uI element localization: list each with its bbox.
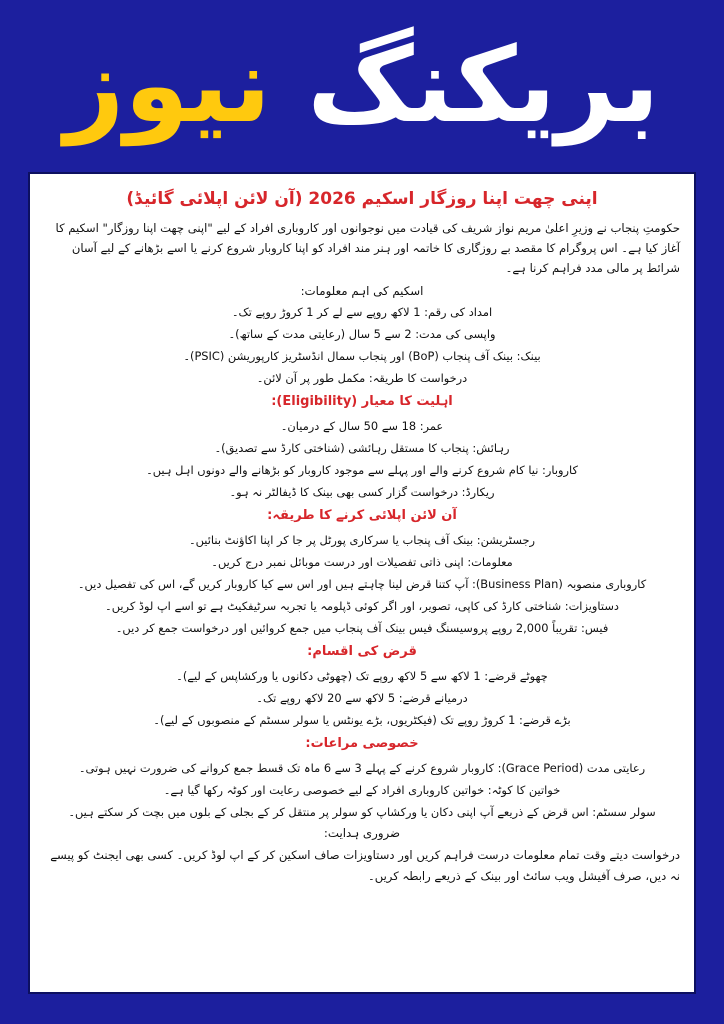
headline-word-breaking: بریکنگ [307,24,660,146]
key-info-item: واپسی کی مدت: 2 سے 5 سال (رعایتی مدت کے ساتھ)۔ [228,327,496,341]
headline [0,20,724,150]
article-card [28,172,696,994]
eligibility-heading: اہلیت کا معیار (Eligibility): [271,394,453,409]
loan-type-item: درمیانے قرضے: 5 لاکھ سے 20 لاکھ روپے تک۔ [256,691,468,705]
special-item: سولر سسٹم: اس قرض کے ذریعے آپ اپنی دکان یا ورکشاپ کو سولر پر منتقل کر کے بجلی کے بلوں میں بچت کر سکتے ہیں۔ [68,805,656,819]
special-heading: خصوصی مراعات: [305,736,419,751]
headline-word-news: نیوز [64,24,272,146]
key-info-label: اسکیم کی اہم معلومات: [300,284,424,298]
key-info-item: درخواست کا طریقہ: مکمل طور پر آن لائن۔ [256,371,468,385]
apply-step: رجسٹریشن: بینک آف پنجاب یا سرکاری پورٹل پر جا کر اپنا اکاؤنٹ بنائیں۔ [188,533,536,547]
special-item: خواتین کا کوٹہ: خواتین کاروباری افراد کے لیے خصوصی رعایت اور کوٹہ رکھا گیا ہے۔ [163,783,561,797]
banner-header [0,0,724,170]
eligibility-item: ریکارڈ: درخواست گزار کسی بھی بینک کا ڈیفالٹر نہ ہو۔ [229,485,495,499]
apply-heading: آن لائن اپلائی کرنے کا طریقہ: [267,508,457,523]
special-item: رعایتی مدت (Grace Period): کاروبار شروع کرنے کے پہلے 3 سے 6 ماہ تک قسط جمع کروانے کی ضرورت نہیں ہوتی۔ [78,761,646,775]
eligibility-item: رہائش: پنجاب کا مستقل رہائشی (شناختی کارڈ سے تصدیق)۔ [214,441,510,455]
loan-type-item: چھوٹے قرضے: 1 لاکھ سے 5 لاکھ روپے تک (چھوٹی دکانوں یا ورکشاپس کے لیے)۔ [176,669,548,683]
article-title: اپنی چھت اپنا روزگار اسکیم 2026 (آن لائن اپلائی گائیڈ) [126,189,598,209]
loan-type-item: بڑے قرضے: 1 کروڑ روپے تک (فیکٹریوں، بڑے یونٹس یا سولر سسٹم کے منصوبوں کے لیے)۔ [153,713,571,727]
eligibility-item: کاروبار: نیا کام شروع کرنے والے اور پہلے سے موجود کاروبار کو بڑھانے والے دونوں اہل ہیں۔ [146,463,578,477]
apply-step: فیس: تقریباً 2,000 روپے پروسیسنگ فیس بینک آف پنجاب میں جمع کروائیں اور درخواست جمع کر دیں۔ [115,621,609,635]
key-info-item: بینک: بینک آف پنجاب (BoP) اور پنجاب سمال انڈسٹریز کارپوریشن (PSIC)۔ [183,349,541,363]
apply-step: کاروباری منصوبہ (Business Plan): آپ کتنا قرض لینا چاہتے ہیں اور اس سے کیا کاروبار کریں گے، اس کی تفصیل دیں۔ [77,577,647,591]
key-info-item: امداد کی رقم: 1 لاکھ روپے سے لے کر 1 کروڑ روپے تک۔ [231,305,493,319]
notice-label: ضروری ہدایت: [323,826,401,840]
apply-step: معلومات: اپنی ذاتی تفصیلات اور درست موبائل نمبر درج کریں۔ [211,555,513,569]
eligibility-item: عمر: 18 سے 50 سال کے درمیان۔ [280,419,444,433]
apply-step: دستاویزات: شناختی کارڈ کی کاپی، تصویر، اور اگر کوئی ڈپلومہ یا تجربہ سرٹیفکیٹ ہے تو اسے اپ لوڈ کریں۔ [105,599,619,613]
notice-paragraph: درخواست دیتے وقت تمام معلومات درست فراہم کریں اور دستاویزات صاف اسکین کر کے اپ لوڈ کریں۔ کسی بھی ایجنٹ کو پیسے نہ دیں، صرف آفیشل ویب سائٹ اور بینک کے ذریعے رابطہ کریں۔ [50,848,680,883]
intro-paragraph: حکومتِ پنجاب نے وزیرِ اعلیٰ مریم نواز شریف کی قیادت میں نوجوانوں اور کاروباری افراد کے لیے "اپنی چھت اپنا روزگار" اسکیم کا آغاز کیا ہے۔ اس پروگرام کا مقصد بے روزگاری کا خاتمہ اور ہنر مند افراد کو اپنا کاروبار شروع کرنے یا اسے بڑھانے کے لیے آسان شرائط پر مالی مدد فراہم کرنا ہے۔ [55,221,680,275]
loans-heading: قرض کی اقسام: [307,644,417,659]
